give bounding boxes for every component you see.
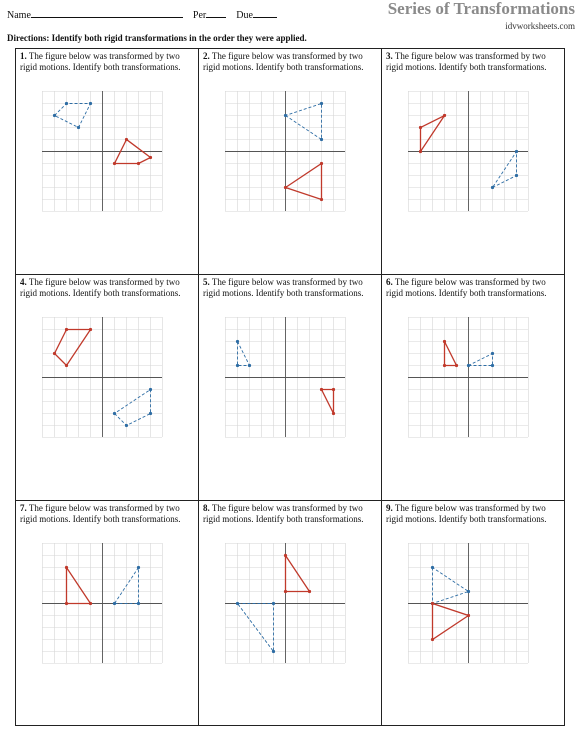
- coordinate-plane: [42, 317, 163, 438]
- vertex-point: [515, 174, 518, 177]
- problem-prompt: [20, 503, 196, 525]
- vertex-point: [455, 364, 458, 367]
- vertex-point: [236, 340, 239, 343]
- vertex-point: [137, 162, 140, 165]
- problem-prompt: [386, 503, 562, 525]
- problem-text: The figure below was transformed by two rigid motions. Identify both transformations.: [386, 503, 547, 524]
- vertex-point: [65, 328, 68, 331]
- vertex-point: [77, 126, 80, 129]
- problem-cell: [16, 275, 199, 501]
- vertex-point: [65, 602, 68, 605]
- image-figure: [433, 568, 469, 604]
- problem-cell: [16, 49, 199, 275]
- problem-number: 8.: [203, 503, 210, 513]
- problem-text: The figure below was transformed by two rigid motions. Identify both transformations.: [20, 51, 181, 72]
- problem-cell: [382, 501, 564, 725]
- vertex-point: [491, 186, 494, 189]
- vertex-point: [113, 412, 116, 415]
- problem-number: 5.: [203, 277, 210, 287]
- vertex-point: [89, 102, 92, 105]
- vertex-point: [65, 566, 68, 569]
- vertex-point: [443, 364, 446, 367]
- vertex-point: [308, 590, 311, 593]
- problem-text: The figure below was transformed by two rigid motions. Identify both transformations.: [20, 503, 181, 524]
- vertex-point: [89, 602, 92, 605]
- period-label: Per: [192, 10, 207, 21]
- vertex-point: [65, 364, 68, 367]
- vertex-point: [284, 554, 287, 557]
- vertex-point: [272, 650, 275, 653]
- problem-prompt: [386, 277, 562, 299]
- coordinate-plane: [42, 91, 163, 212]
- original-figure: [55, 330, 91, 366]
- image-figure: [115, 390, 151, 426]
- worksheet-title: Series of Transformations: [387, 0, 575, 18]
- problem-cell: [199, 501, 382, 725]
- problem-prompt: [20, 277, 196, 299]
- vertex-point: [320, 102, 323, 105]
- coordinate-plane: [225, 91, 346, 212]
- problem-number: 1.: [20, 51, 27, 61]
- problem-number: 6.: [386, 277, 393, 287]
- vertex-point: [491, 364, 494, 367]
- problem-text: The figure below was transformed by two rigid motions. Identify both transformations.: [386, 277, 547, 298]
- problem-text: The figure below was transformed by two rigid motions. Identify both transformations.: [20, 277, 181, 298]
- coordinate-plane: [408, 91, 529, 212]
- problem-cell: [199, 49, 382, 275]
- site-name: idvworksheets.com: [505, 21, 575, 31]
- vertex-point: [332, 412, 335, 415]
- directions: Directions: Identify both rigid transformations in the order they were applied.: [7, 33, 307, 43]
- problem-prompt: [203, 51, 379, 73]
- vertex-point: [419, 126, 422, 129]
- problem-number: 7.: [20, 503, 27, 513]
- problem-cell: [382, 275, 564, 501]
- vertex-point: [113, 162, 116, 165]
- coordinate-plane: [225, 543, 346, 664]
- problem-number: 3.: [386, 51, 393, 61]
- problem-prompt: [20, 51, 196, 73]
- problem-cell: [199, 275, 382, 501]
- vertex-point: [272, 602, 275, 605]
- vertex-point: [284, 114, 287, 117]
- coordinate-plane: [42, 543, 163, 664]
- vertex-point: [467, 614, 470, 617]
- vertex-point: [431, 602, 434, 605]
- vertex-point: [467, 590, 470, 593]
- problem-number: 2.: [203, 51, 210, 61]
- problem-cell: [16, 501, 199, 725]
- problem-cell: [382, 49, 564, 275]
- due-blank[interactable]: [253, 8, 277, 18]
- vertex-point: [284, 186, 287, 189]
- coordinate-plane: [408, 317, 529, 438]
- vertex-point: [113, 602, 116, 605]
- vertex-point: [125, 138, 128, 141]
- problem-grid: [15, 48, 565, 726]
- vertex-point: [320, 198, 323, 201]
- vertex-point: [53, 114, 56, 117]
- problem-number: 4.: [20, 277, 27, 287]
- due-label: Due: [236, 10, 253, 21]
- original-figure: [433, 604, 469, 640]
- vertex-point: [89, 328, 92, 331]
- vertex-point: [236, 602, 239, 605]
- vertex-point: [248, 364, 251, 367]
- vertex-point: [419, 150, 422, 153]
- vertex-point: [149, 388, 152, 391]
- problem-text: The figure below was transformed by two rigid motions. Identify both transformations.: [203, 503, 364, 524]
- vertex-point: [515, 150, 518, 153]
- vertex-point: [149, 412, 152, 415]
- problem-number: 9.: [386, 503, 393, 513]
- vertex-point: [320, 388, 323, 391]
- student-info-line: [7, 8, 277, 21]
- problem-prompt: [386, 51, 562, 73]
- problem-text: The figure below was transformed by two rigid motions. Identify both transformations.: [203, 277, 364, 298]
- vertex-point: [137, 566, 140, 569]
- vertex-point: [443, 340, 446, 343]
- vertex-point: [125, 424, 128, 427]
- vertex-point: [65, 102, 68, 105]
- vertex-point: [149, 156, 152, 159]
- problem-text: The figure below was transformed by two rigid motions. Identify both transformations.: [203, 51, 364, 72]
- original-figure: [286, 164, 322, 200]
- name-label: Name: [7, 10, 31, 21]
- image-figure: [286, 104, 322, 140]
- name-blank[interactable]: [31, 8, 183, 18]
- vertex-point: [443, 114, 446, 117]
- vertex-point: [320, 162, 323, 165]
- vertex-point: [236, 364, 239, 367]
- coordinate-plane: [408, 543, 529, 664]
- vertex-point: [284, 590, 287, 593]
- worksheet-header: [0, 0, 582, 43]
- vertex-point: [53, 352, 56, 355]
- problem-prompt: [203, 503, 379, 525]
- vertex-point: [467, 364, 470, 367]
- vertex-point: [431, 566, 434, 569]
- period-blank[interactable]: [206, 8, 226, 18]
- problem-text: The figure below was transformed by two rigid motions. Identify both transformations.: [386, 51, 547, 72]
- vertex-point: [491, 352, 494, 355]
- vertex-point: [320, 138, 323, 141]
- vertex-point: [431, 638, 434, 641]
- vertex-point: [137, 602, 140, 605]
- coordinate-plane: [225, 317, 346, 438]
- problem-prompt: [203, 277, 379, 299]
- vertex-point: [332, 388, 335, 391]
